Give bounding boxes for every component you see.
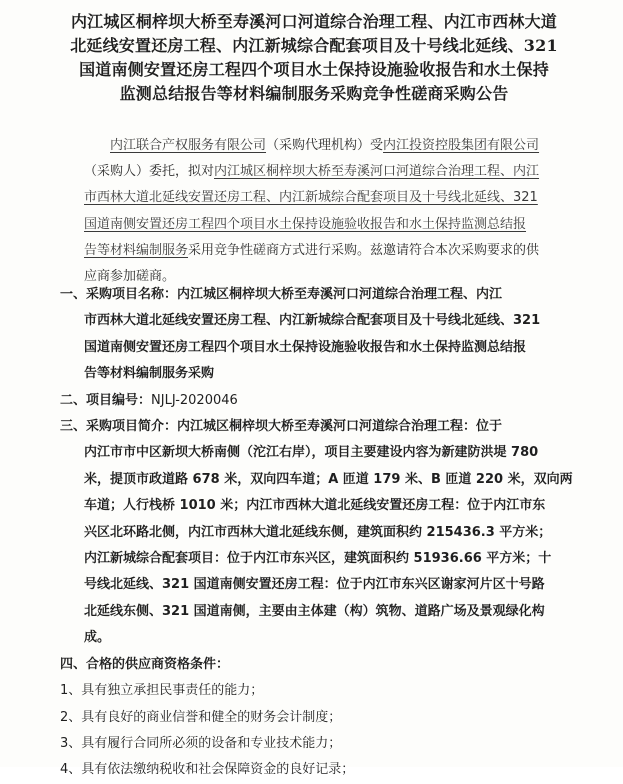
section-3-line: 成。 [84, 630, 111, 646]
qualification-item: 1、具有独立承担民事责任的能力； [60, 683, 264, 699]
title-line: 内江城区桐梓坝大桥至寿溪河口河道综合治理工程、内江市西林大道 [70, 12, 557, 31]
section-4-label: 四、合格的供应商资格条件： [60, 656, 230, 672]
project-name-underlined: 市西林大道北延线安置还房工程、内江新城综合配套项目及十号线北延线、321 [84, 190, 538, 206]
title-line: 北延线安置还房工程、内江新城综合配套项目及十号线北延线、321 [70, 36, 558, 55]
agent-name: 内江联合产权服务有限公司 [110, 138, 267, 153]
intro-paragraph [84, 133, 550, 290]
announcement-title [70, 10, 558, 106]
agent-role: （采购代理机构）受 [266, 138, 384, 153]
section-1-line: 告等材料编制服务采购 [84, 366, 215, 382]
intro-line [84, 185, 550, 211]
section-1-line: 国道南侧安置还房工程四个项目水土保持设施验收报告和水土保持监测总结报 [84, 339, 527, 355]
section-3-line: 车道；人行栈桥 1010 米；内江市西林大道北延线安置还房工程：位于内江市东 [84, 498, 546, 514]
section-3-line: 号线北延线、321 国道南侧安置还房工程：位于内江市东兴区谢家河片区十号路 [84, 577, 545, 593]
section-1-label: 一、采购项目名称： [60, 287, 178, 302]
intro-line [84, 212, 550, 238]
section-3-label: 三、采购项目简介： [60, 419, 178, 435]
section-1-line: 市西林大道北延线安置还房工程、内江新城综合配套项目及十号线北延线、321 [84, 313, 541, 329]
project-number: NJLJ-2020046 [151, 392, 238, 408]
section-1-line: 一、采购项目名称：内江城区桐梓坝大桥至寿溪河口河道综合治理工程、内江 [60, 287, 503, 302]
title-line: 监测总结报告等材料编制服务采购竞争性磋商采购公告 [119, 84, 509, 103]
section-3-line: 三、采购项目简介：内江城区桐梓坝大桥至寿溪河口河道综合治理工程：位于 [60, 419, 503, 435]
section-3-line: 内江新城综合配套项目：位于内江市东兴区，建筑面积约 51936.66 平方米；十 [84, 551, 552, 567]
section-2-label: 二、项目编号： [60, 392, 152, 408]
project-name-underlined: 告等材料编制服务 [84, 242, 189, 258]
intro-line [84, 133, 550, 159]
title-line: 国道南侧安置还房工程四个项目水土保持设施验收报告和水土保持 [79, 60, 549, 79]
purchaser-role: （采购人）委托，拟对 [84, 164, 215, 180]
qualification-item: 3、具有履行合同所必须的设备和专业技术能力； [60, 735, 342, 751]
section-3-line: 内江市市中区新坝大桥南侧（沱江右岸），项目主要建设内容为新建防洪堤 780 [84, 445, 539, 461]
section-2-line [60, 388, 550, 414]
intro-line [84, 159, 550, 185]
purchaser-name: 内江投资控股集团有限公司 [383, 138, 540, 153]
qualification-item: 2、具有良好的商业信誉和健全的财务会计制度； [60, 709, 342, 725]
intro-line: 应商参加磋商。 [84, 269, 176, 285]
section-3-line: 兴区北环路北侧，内江市西林大道北延线东侧，建筑面积约 215436.3 平方米； [84, 524, 552, 540]
section-3-line: 米，提顶市政道路 678 米，双向四车道；A 匝道 179 米、B 匝道 220 米，双向两 [84, 471, 573, 487]
project-name-underlined: 内江城区桐梓坝大桥至寿溪河口河道综合治理工程、内江 [214, 164, 540, 180]
qualification-item: 4、具有依法缴纳税收和社会保障资金的良好记录； [60, 762, 355, 778]
announcement-body [60, 282, 573, 784]
section-3-line: 北延线东侧、321 国道南侧，主要由主体建（构）筑物、道路广场及景观绿化构 [84, 603, 545, 619]
intro-tail: 采用竞争性磋商方式进行采购。兹邀请符合本次采购要求的供 [188, 242, 540, 258]
intro-line [84, 238, 550, 264]
project-name-underlined: 国道南侧安置还房工程四个项目水土保持设施验收报告和水土保持监测总结报 [84, 216, 527, 232]
